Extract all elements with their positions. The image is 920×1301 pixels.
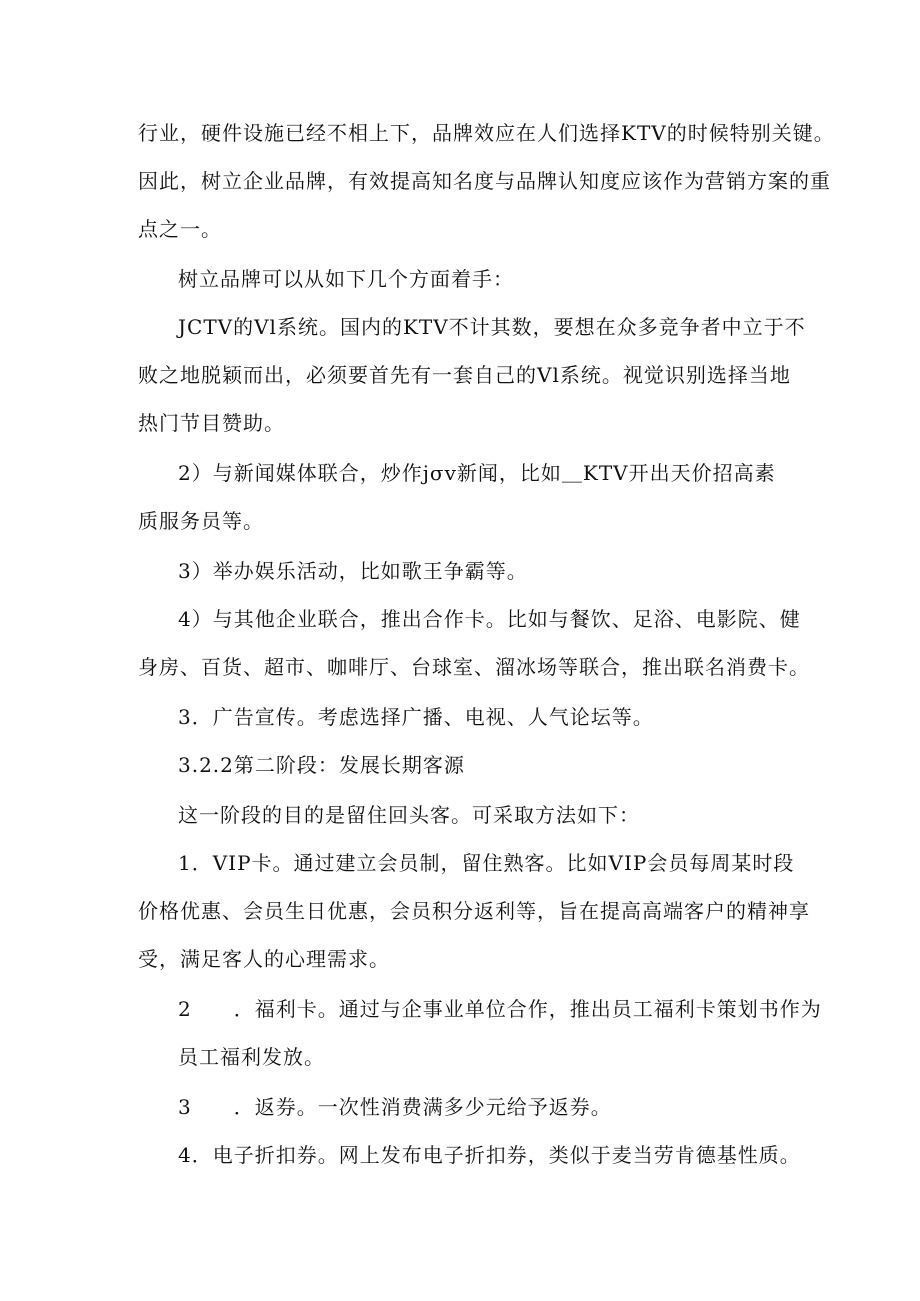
body-text-line: 1．VIP卡。通过建立会员制，留住熟客。比如VIP会员每周某时段 — [178, 851, 795, 875]
body-text-line: 员工福利发放。 — [178, 1045, 325, 1069]
body-text-line: 3．广告宣传。考虑选择广播、电视、人气论坛等。 — [178, 705, 654, 729]
body-text-line: 点之一。 — [138, 217, 222, 241]
body-text-line: 因此，树立企业品牌，有效提高知名度与品牌认知度应该作为营销方案的重 — [138, 169, 831, 193]
body-text-line: 4）与其他企业联合，推出合作卡。比如与餐饮、足浴、电影院、健 — [178, 607, 801, 631]
body-text-line: 受，满足客人的心理需求。 — [138, 947, 390, 971]
body-text-line: 树立品牌可以从如下几个方面着手： — [178, 267, 514, 291]
body-text-line: 质服务员等。 — [138, 509, 264, 533]
body-text-line: 2）与新闻媒体联合，炒作jσv新闻，比如＿KTV开出天价招高素 — [178, 461, 776, 485]
body-text-line: 行业，硬件设施已经不相上下，品牌效应在人们选择KTV的时候特别关键。 — [138, 121, 835, 145]
body-text-line: 3）举办娱乐活动，比如歌王争霸等。 — [178, 559, 528, 583]
body-text-line: 热门节目赞助。 — [138, 411, 285, 435]
body-text-line: 这一阶段的目的是留住回头客。可采取方法如下： — [178, 803, 640, 827]
body-text-line: 价格优惠、会员生日优惠，会员积分返利等，旨在提高高端客户的精神享 — [138, 899, 810, 923]
body-text-line: 败之地脱颖而出，必须要首先有一套自己的Vl系统。视觉识别选择当地 — [138, 363, 791, 387]
body-text-line: 4．电子折扣券。网上发布电子折扣券，类似于麦当劳肯德基性质。 — [178, 1143, 801, 1167]
body-text-line: 2 ．福利卡。通过与企事业单位合作，推出员工福利卡策划书作为 — [178, 997, 822, 1021]
body-text-line: JCTV的Vl系统。国内的KTV不计其数，要想在众多竞争者中立于不 — [178, 315, 806, 339]
body-text-line: 3 ．返券。一次性消费满多少元给予返券。 — [178, 1095, 612, 1119]
body-text-line: 身房、百货、超市、咖啡厅、台球室、溜冰场等联合，推出联名消费卡。 — [138, 655, 810, 679]
section-heading: 3.2.2第二阶段：发展长期客源 — [178, 753, 465, 777]
